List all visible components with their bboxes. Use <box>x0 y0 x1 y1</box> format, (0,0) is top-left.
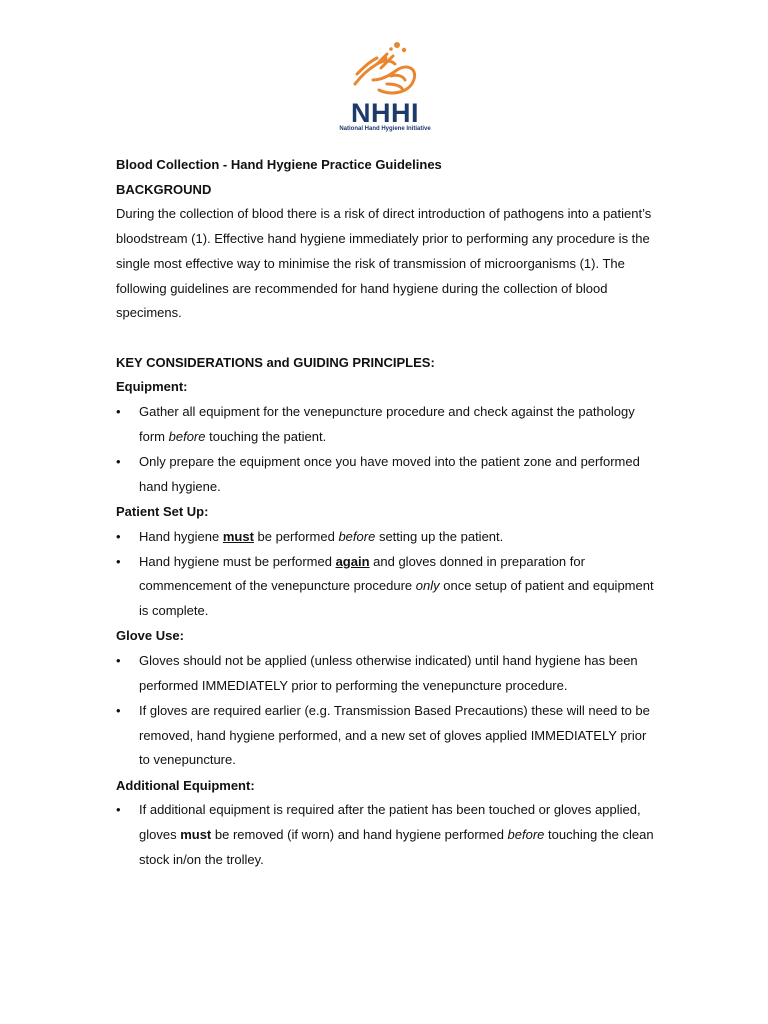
logo-acronym: NHHI <box>351 98 419 128</box>
list-text: Gather all equipment for the venepuncture procedure and check against the pathology form <box>139 404 635 444</box>
background-text-part-b: . The following guidelines are recommended for hand hygiene during the collection of blood specimens. <box>116 255 625 321</box>
list-text: be removed (if worn) and hand hygiene performed <box>211 826 508 842</box>
document-title: Blood Collection - Hand Hygiene Practice Guidelines <box>116 157 442 172</box>
list-text: Hand hygiene must be performed <box>139 553 336 569</box>
list-text: touching the clean stock in/on the trolley. <box>139 826 654 867</box>
document-body <box>116 153 656 873</box>
list-item <box>116 649 656 698</box>
list-item <box>116 400 656 449</box>
background-heading: BACKGROUND <box>116 181 212 197</box>
logo-subtitle: National Hand Hygiene Initiative <box>339 126 431 132</box>
patient-setup-heading: Patient Set Up: <box>116 503 209 519</box>
emphasis-text: only <box>415 578 440 594</box>
list-item <box>116 450 656 499</box>
glove-use-heading: Glove Use: <box>116 628 184 644</box>
list-text: and gloves donned in preparation for commencement of the venepuncture procedure <box>139 553 585 594</box>
list-text: be performed <box>253 528 339 544</box>
underlined-text: again <box>335 553 370 569</box>
emphasis-text: before <box>507 826 545 842</box>
list-text: Hand hygiene <box>139 528 223 544</box>
equipment-heading: Equipment: <box>116 379 188 395</box>
list-item <box>116 550 656 624</box>
key-considerations-heading: KEY CONSIDERATIONS and GUIDING PRINCIPLES: <box>116 354 435 370</box>
list-item <box>116 525 656 550</box>
list-text: If gloves are required earlier (e.g. Transmission Based Precautions) these will need to be removed, hand hygiene performed, and a new set of gloves applied IMMEDIATELY prior to venepuncture. <box>139 702 650 768</box>
background-text-part-a: During the collection of blood there is a risk of direct introduction of pathogens into a patient’s bloodstream (1). Effective hand hygiene immediately prior to performing any procedure is the single most effective way to minimise the risk of transmission of microorganisms (1) <box>116 206 652 271</box>
list-text: Only prepare the equipment once you have moved into the patient zone and performed hand hygiene. <box>139 453 640 494</box>
patient-setup-list <box>116 525 656 624</box>
list-text: If additional equipment is required after the patient has been touched or gloves applied, gloves <box>139 802 641 842</box>
list-text: Gloves should not be applied (unless otherwise indicated) until hand hygiene has been performed IMMEDIATELY prior to performing the venepuncture procedure. <box>139 653 638 693</box>
list-item <box>116 798 656 872</box>
additional-equipment-list <box>116 798 656 872</box>
background-paragraph <box>116 202 656 326</box>
spacer <box>116 326 656 351</box>
list-item <box>116 699 656 773</box>
emphasis-text: before <box>168 428 206 444</box>
list-text: touching the patient. <box>205 428 327 444</box>
list-text: setting up the patient. <box>375 528 504 544</box>
underlined-text: must <box>222 528 254 544</box>
additional-equipment-heading: Additional Equipment: <box>116 777 255 793</box>
hands-washing-icon <box>347 40 423 102</box>
list-text: once setup of patient and equipment is complete. <box>139 578 654 619</box>
glove-use-list <box>116 649 656 773</box>
emphasis-text: before <box>338 528 376 544</box>
nhhi-logo <box>329 40 441 136</box>
equipment-list <box>116 400 656 499</box>
strong-text: must <box>180 826 212 842</box>
